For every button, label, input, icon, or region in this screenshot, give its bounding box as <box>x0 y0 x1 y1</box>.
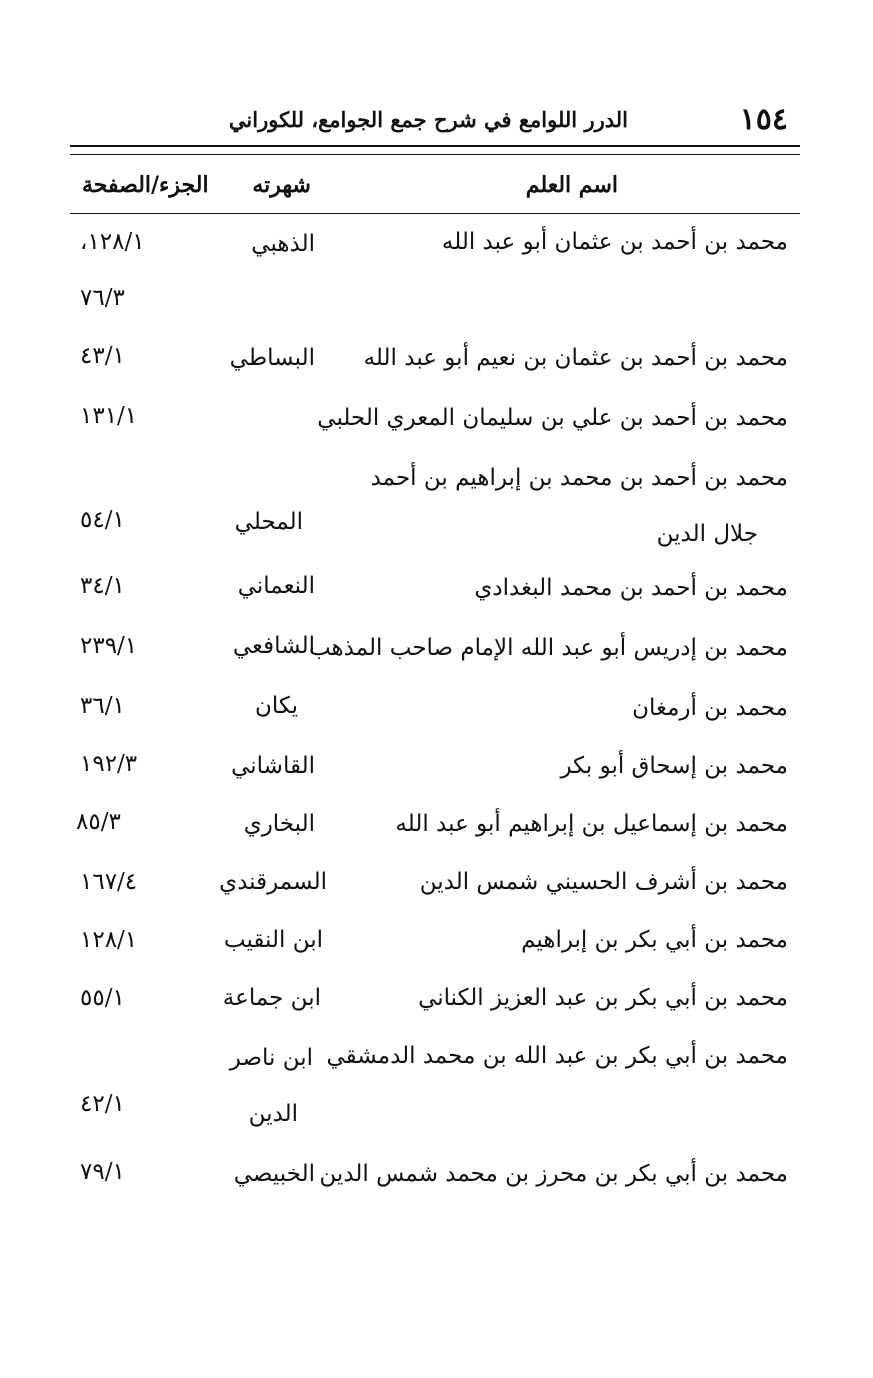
table-row-ref: ٧٩/١ <box>80 1159 125 1185</box>
table-row-name: محمد بن أحمد بن عثمان بن نعيم أبو عبد الله <box>363 345 788 371</box>
table-row-fame: ابن النقيب <box>223 927 323 953</box>
table-row-ref: ١٢٨/١، <box>80 229 145 255</box>
table-row-name: محمد بن أحمد بن علي بن سليمان المعري الحلبي <box>317 405 788 431</box>
table-row-fame: المحلي <box>234 509 303 535</box>
table-row-fame: الشافعي <box>232 633 315 659</box>
table-row-name: محمد بن أبي بكر بن إبراهيم <box>521 927 788 953</box>
table-row-ref: ٤٢/١ <box>80 1091 125 1117</box>
table-row-name: محمد بن أحمد بن محمد البغدادي <box>474 575 788 601</box>
table-row-ref: ٨٥/٣ <box>76 809 121 835</box>
table-row-fame: البخاري <box>243 811 315 837</box>
table-row-name: محمد بن إسحاق أبو بكر <box>560 753 788 779</box>
book-title: الدرر اللوامع في شرح جمع الجوامع، للكوراني <box>228 107 628 132</box>
table-row-name: محمد بن أشرف الحسيني شمس الدين <box>419 869 788 895</box>
running-head <box>70 100 800 144</box>
table-row-name: محمد بن أحمد بن عثمان أبو عبد الله <box>441 229 788 255</box>
table-row-ref: ١٢٨/١ <box>80 927 138 953</box>
table-row-name: محمد بن أبي بكر بن محرز بن محمد شمس الدين <box>319 1161 788 1187</box>
column-header-fame: شهرته <box>252 172 311 198</box>
table-row-ref: ٥٥/١ <box>80 985 125 1011</box>
table-row-fame: النعماني <box>237 573 315 599</box>
table-row-name: محمد بن إدريس أبو عبد الله الإمام صاحب المذهب <box>308 635 788 661</box>
table-row-name: محمد بن أرمغان <box>632 695 788 721</box>
table-row-fame: الذهبي <box>251 231 315 257</box>
column-header-ref: الجزء/الصفحة <box>82 172 209 198</box>
table-row-fame: ابن ناصر <box>229 1045 313 1071</box>
table-row-ref: ٤٣/١ <box>80 343 125 369</box>
header-rule-thick <box>70 145 800 147</box>
table-row-fame: البساطي <box>229 345 315 371</box>
table-row-fame: يكان <box>254 693 298 719</box>
table-row-ref: ١٦٧/٤ <box>80 869 138 895</box>
table-row-name: محمد بن أحمد بن محمد بن إبراهيم بن أحمد <box>370 465 788 491</box>
table-row-ref: ٣٤/١ <box>80 573 125 599</box>
table-row-fame: القاشاني <box>231 753 315 779</box>
table-row-fame: الخبيصي <box>233 1161 315 1187</box>
table-row-name: محمد بن أبي بكر بن عبد الله بن محمد الدمشقي <box>326 1043 788 1069</box>
header-rule-thin <box>70 154 800 155</box>
table-row-name: محمد بن إسماعيل بن إبراهيم أبو عبد الله <box>395 811 788 837</box>
table-row-ref: ١٩٢/٣ <box>80 751 138 777</box>
table-row-ref: ٢٣٩/١ <box>80 633 138 659</box>
table-row-fame: ابن جماعة <box>222 985 321 1011</box>
table-row-ref: ٧٦/٣ <box>80 285 125 311</box>
table-header-rule <box>70 213 800 214</box>
table-row-name: محمد بن أبي بكر بن عبد العزيز الكناني <box>418 985 788 1011</box>
table-row-ref: ١٣١/١ <box>80 403 138 429</box>
table-row-fame: السمرقندي <box>219 869 327 895</box>
page-number: ١٥٤ <box>739 102 788 137</box>
table-row-name: جلال الدين <box>656 521 758 547</box>
column-header-name: اسم العلم <box>525 172 618 198</box>
table-row-ref: ٣٦/١ <box>80 693 125 719</box>
table-row-fame: الدين <box>248 1101 298 1127</box>
table-row-ref: ٥٤/١ <box>80 507 125 533</box>
